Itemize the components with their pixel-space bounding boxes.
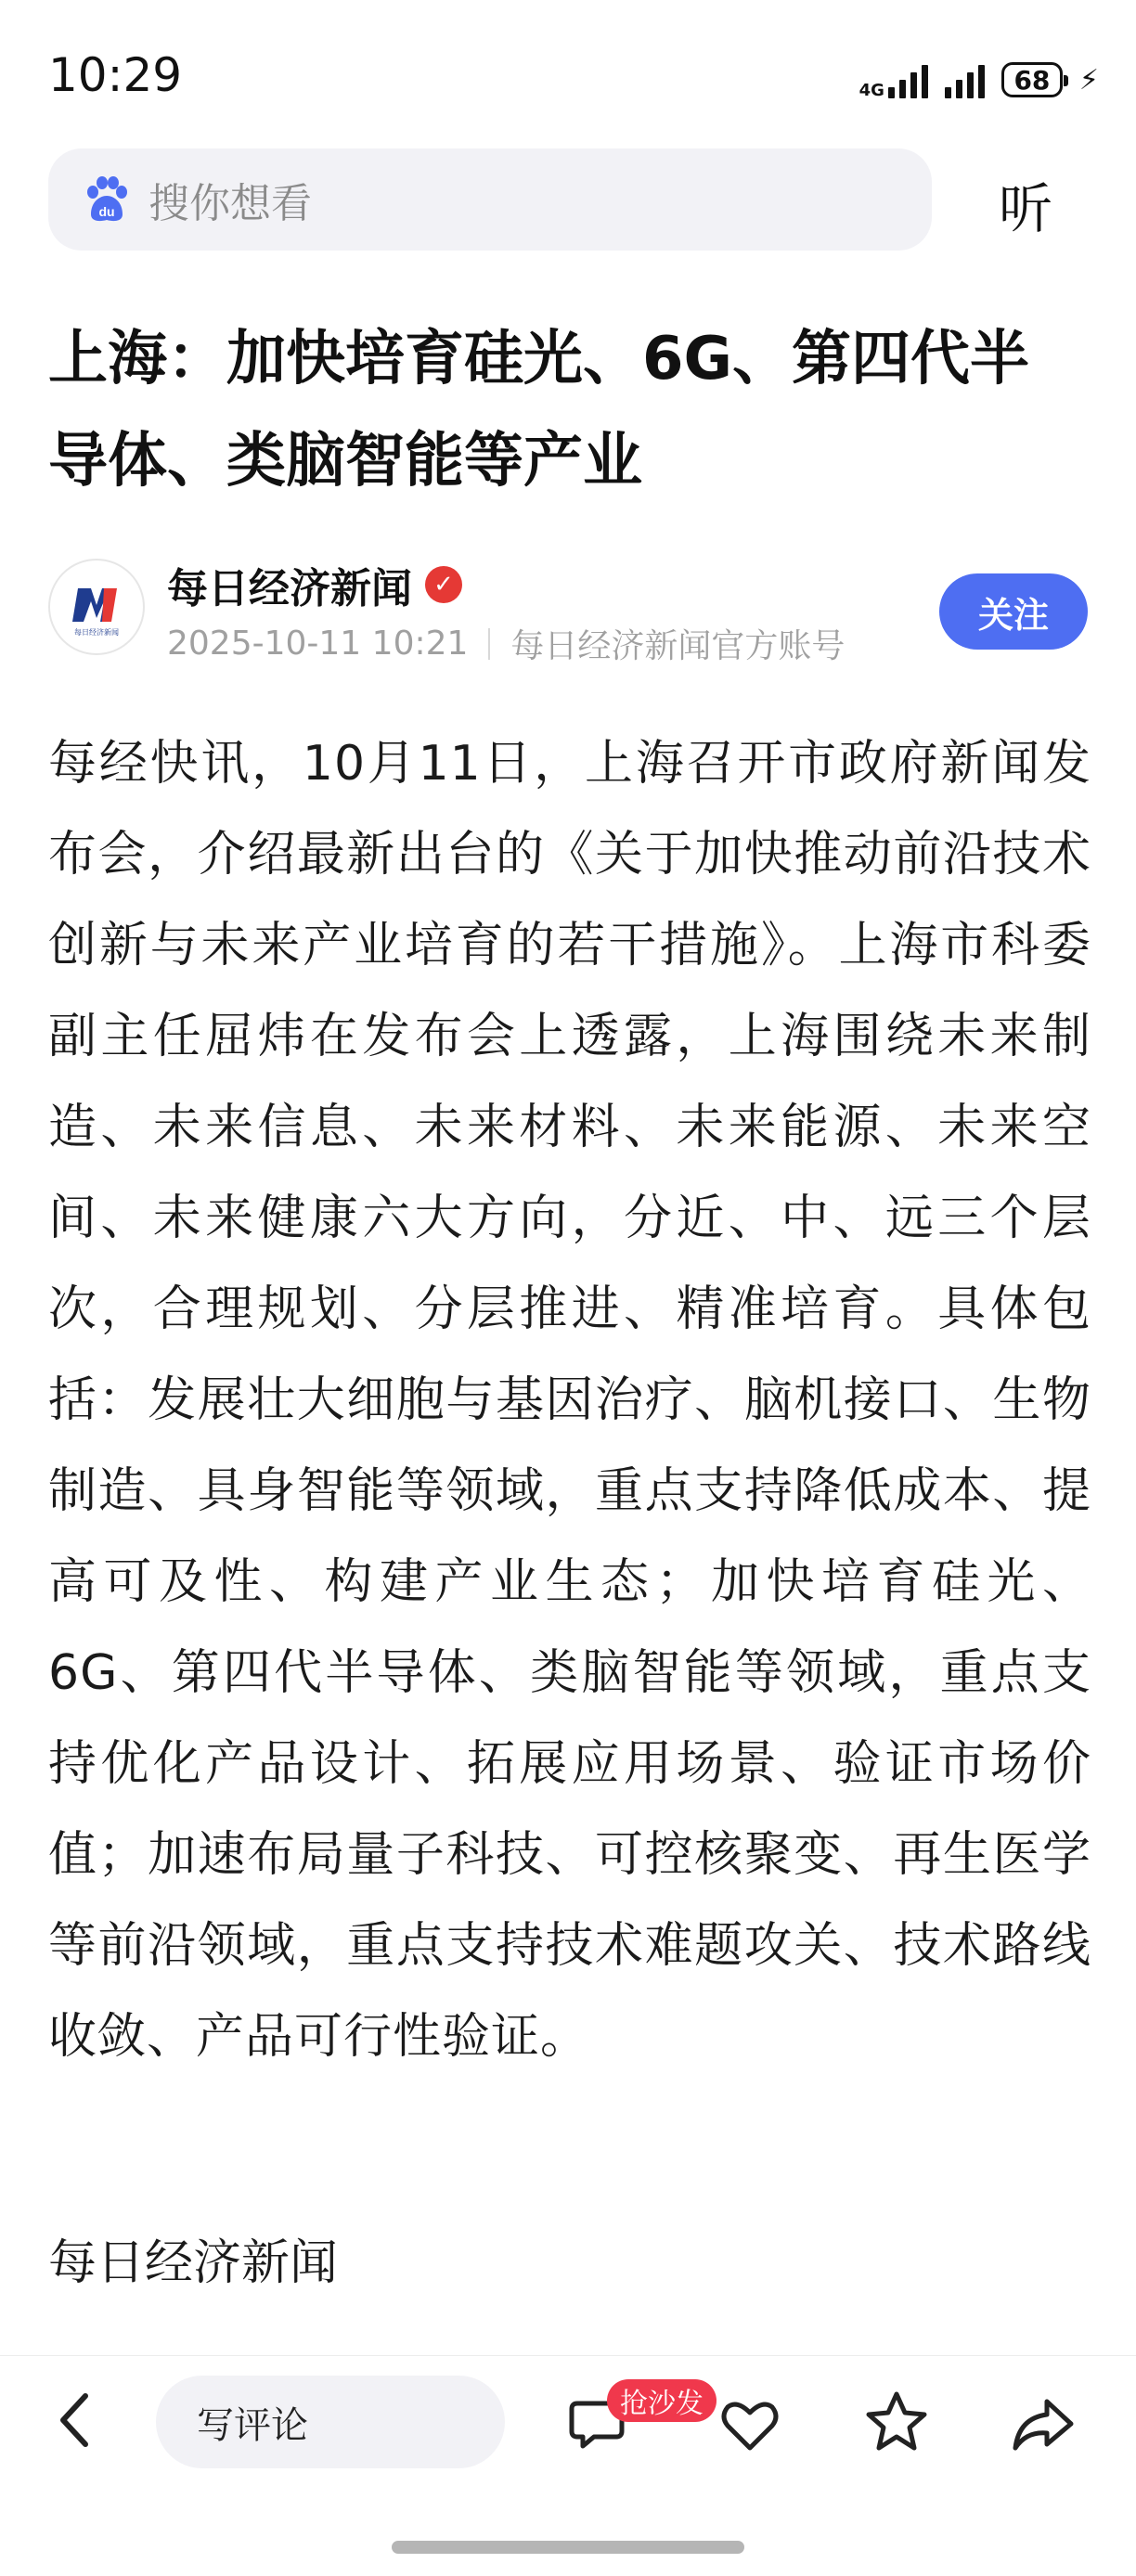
charging-bolt-icon: ⚡︎ xyxy=(1078,63,1099,97)
follow-button[interactable]: 关注 xyxy=(939,573,1088,650)
home-indicator[interactable] xyxy=(392,2541,744,2554)
baidu-paw-icon xyxy=(82,175,130,224)
signal-icon xyxy=(945,61,985,98)
author-avatar[interactable] xyxy=(48,559,145,655)
article-body: 每经快讯，10月11日，上海召开市政府新闻发布会，介绍最新出台的《关于加快推动前沿技术创新与未来产业培育的若干措施》。上海市科委副主任屈炜在发布会上透露，上海围绕未来制造、未来信息、未来材料、未来能源、未来空间、未来健康六大方向，分近、中、远三个层次，合理规划、分层推进、精准培育。具体包括：发展壮大细胞与基因治疗、脑机接口、生物制造、具身智能等领域，重点支持降低成本、提高可及性、构建产业生态；加快培育硅光、6G、第四代半导体、类脑智能等领域，重点支持优化产品设计、拓展应用场景、验证市场价值；加速布局量子科技、可控核聚变、再生医学等前沿领域，重点支持技术难题攻关、技术路线收敛、产品可行性验证。 xyxy=(48,736,1091,2065)
author-name-row[interactable] xyxy=(167,555,462,614)
comment-input[interactable] xyxy=(156,2376,505,2468)
heart-icon[interactable] xyxy=(716,2392,783,2459)
search-input[interactable]: 搜你想看 xyxy=(148,180,312,227)
star-icon[interactable] xyxy=(863,2389,930,2455)
article-source: 每日经济新闻 xyxy=(48,2235,339,2291)
author-name[interactable]: 每日经济新闻 xyxy=(167,565,412,612)
share-icon[interactable] xyxy=(1010,2390,1077,2457)
battery-icon xyxy=(1001,62,1063,97)
svg-text:du: du xyxy=(98,204,115,219)
sofa-badge[interactable]: 抢沙发 xyxy=(607,2379,716,2422)
verified-check-icon: ✓ xyxy=(425,566,462,603)
status-bar xyxy=(0,0,1136,139)
meta-divider xyxy=(488,628,490,660)
comment-placeholder: 写评论 xyxy=(197,2403,308,2447)
search-bar[interactable] xyxy=(48,148,932,251)
article-title: 上海：加快培育硅光、6G、第四代半导体、类脑智能等产业 xyxy=(48,325,1030,496)
status-icons xyxy=(859,61,1099,98)
avatar-text: 每日经济新闻 xyxy=(74,628,119,637)
back-arrow-icon[interactable] xyxy=(48,2385,104,2455)
signal-4g-icon xyxy=(859,61,928,98)
account-type: 每日经济新闻官方账号 xyxy=(510,627,846,665)
status-time: 10:29 xyxy=(48,48,183,102)
battery-level: 68 xyxy=(1013,64,1051,96)
network-type-label: 4G xyxy=(858,81,884,100)
publish-date: 2025-10-11 10:21 xyxy=(167,625,469,663)
listen-button[interactable]: 听 xyxy=(999,177,1053,240)
article-meta xyxy=(167,620,845,667)
